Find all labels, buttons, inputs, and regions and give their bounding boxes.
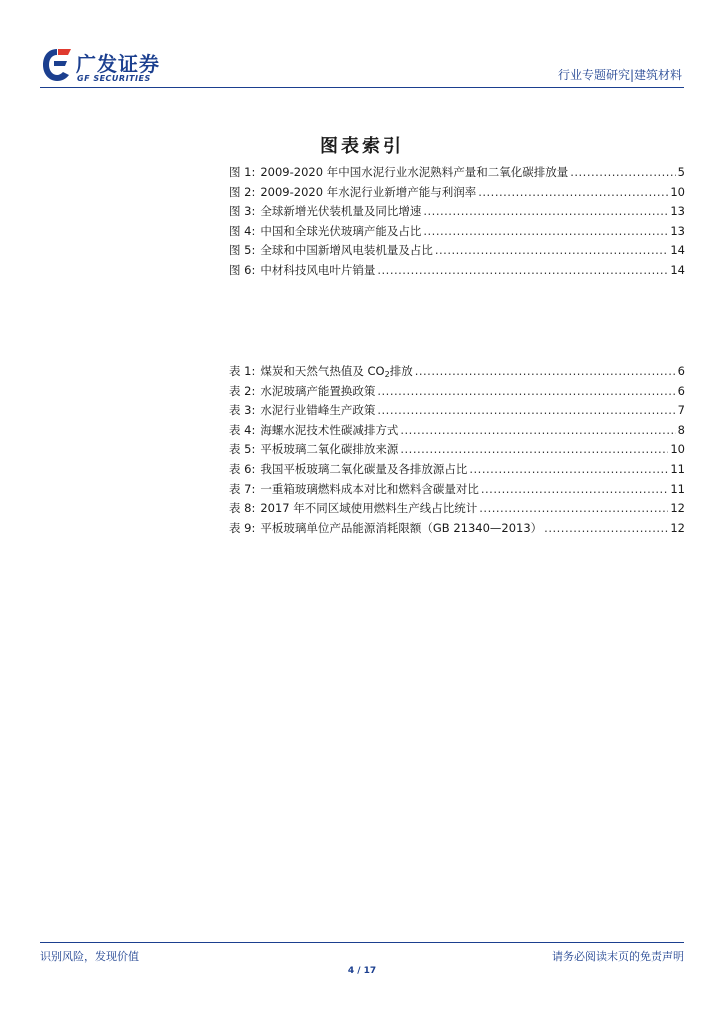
toc-text: 2017 年不同区域使用燃料生产线占比统计	[260, 501, 478, 516]
toc-text: 2009-2020 年水泥行业新增产能与利润率	[260, 184, 477, 199]
toc-leader-dots	[544, 519, 668, 539]
toc-page-number: 6	[677, 364, 685, 378]
footer-disclaimer-note[interactable]: 请务必阅读末页的免责声明	[552, 950, 684, 963]
toc-page-number: 11	[670, 481, 685, 496]
toc-row-table-4[interactable]	[229, 421, 685, 441]
gf-securities-logo	[40, 46, 190, 86]
toc-text: 平板玻璃二氧化碳排放来源	[260, 442, 399, 457]
toc-row-table-2[interactable]	[229, 382, 685, 402]
toc-text: 平板玻璃单位产品能源消耗限额（GB 21340—2013）	[260, 520, 543, 535]
toc-label: 表 5:	[229, 442, 256, 457]
toc-label: 表 7:	[229, 481, 256, 496]
page-title: 图表索引	[320, 136, 404, 157]
figure-index-list	[229, 163, 685, 281]
toc-page-number: 6	[677, 383, 685, 398]
toc-leader-dots	[377, 401, 675, 421]
toc-label: 表 3:	[229, 403, 256, 418]
toc-text: 水泥玻璃产能置换政策	[260, 383, 376, 398]
gf-logo-mark-icon	[40, 46, 74, 84]
toc-label: 表 2:	[229, 383, 256, 398]
toc-text: 2009-2020 年中国水泥行业水泥熟料产量和二氧化碳排放量	[260, 165, 569, 179]
toc-page-number: 5	[677, 165, 685, 179]
toc-leader-dots	[423, 202, 668, 222]
toc-leader-dots	[377, 382, 675, 402]
toc-page-number: 13	[670, 223, 685, 238]
toc-label: 表 4:	[229, 422, 256, 437]
toc-leader-dots	[435, 241, 669, 261]
toc-label: 表 9:	[229, 520, 256, 535]
toc-text: 全球新增光伏装机量及同比增速	[260, 204, 422, 219]
toc-leader-dots	[469, 460, 668, 480]
toc-leader-dots	[570, 163, 675, 183]
toc-leader-dots	[400, 421, 675, 441]
toc-page-number: 10	[670, 184, 685, 199]
toc-leader-dots	[479, 499, 668, 519]
toc-page-number: 7	[677, 403, 685, 418]
toc-row-table-3[interactable]	[229, 401, 685, 421]
toc-text: 一重箱玻璃燃料成本对比和燃料含碳量对比	[260, 481, 479, 496]
toc-leader-dots	[377, 261, 668, 281]
toc-row-figure-2[interactable]	[229, 183, 685, 203]
logo-english-name: GF SECURITIES	[77, 74, 151, 83]
toc-text: 海螺水泥技术性碳减排方式	[260, 422, 399, 437]
toc-text-part: 排放	[389, 364, 413, 378]
toc-leader-dots	[415, 362, 676, 382]
page-number: 4 / 17	[347, 966, 377, 976]
toc-label: 图 3:	[229, 204, 256, 219]
toc-text-part: 煤炭和天然气热值及 CO	[260, 364, 385, 378]
footer-slogan: 识别风险，发现价值	[40, 950, 139, 963]
logo-chinese-name: 广发证券	[76, 52, 160, 76]
toc-row-figure-1[interactable]	[229, 163, 685, 183]
page-header	[40, 44, 684, 88]
co2-subscript: 2	[384, 370, 390, 379]
toc-row-figure-3[interactable]	[229, 202, 685, 222]
toc-row-table-9[interactable]	[229, 519, 685, 539]
toc-text: 中材科技风电叶片销量	[260, 262, 376, 277]
toc-label: 图 2:	[229, 184, 256, 199]
toc-text: 全球和中国新增风电装机量及占比	[260, 243, 433, 258]
report-section-label: 行业专题研究|建筑材料	[557, 68, 682, 82]
toc-label: 表 1:	[229, 364, 256, 378]
toc-leader-dots	[400, 440, 668, 460]
toc-label: 表 8:	[229, 501, 256, 516]
toc-label: 图 5:	[229, 243, 256, 258]
footer-divider	[40, 942, 684, 943]
toc-row-table-7[interactable]	[229, 480, 685, 500]
toc-page-number: 14	[670, 262, 685, 277]
toc-text: 我国平板玻璃二氧化碳量及各排放源占比	[260, 461, 468, 476]
header-divider	[40, 87, 684, 88]
toc-page-number: 10	[670, 442, 685, 457]
toc-page-number: 8	[677, 422, 685, 437]
toc-row-table-6[interactable]	[229, 460, 685, 480]
toc-text: 水泥行业错峰生产政策	[260, 403, 376, 418]
toc-page-number: 12	[670, 501, 685, 516]
toc-row-figure-4[interactable]	[229, 222, 685, 242]
toc-label: 图 4:	[229, 223, 256, 238]
toc-label: 图 1:	[229, 165, 256, 179]
toc-page-number: 14	[670, 243, 685, 258]
toc-page-number: 12	[670, 520, 685, 535]
toc-label: 图 6:	[229, 262, 256, 277]
toc-row-figure-6[interactable]	[229, 261, 685, 281]
toc-page-number: 11	[670, 461, 685, 476]
toc-label: 表 6:	[229, 461, 256, 476]
toc-row-figure-5[interactable]	[229, 241, 685, 261]
toc-row-table-5[interactable]	[229, 440, 685, 460]
toc-row-table-8[interactable]	[229, 499, 685, 519]
toc-leader-dots	[478, 183, 668, 203]
toc-leader-dots	[423, 222, 668, 242]
toc-leader-dots	[481, 480, 669, 500]
toc-row-table-1[interactable]	[229, 362, 685, 382]
toc-page-number: 13	[670, 204, 685, 219]
toc-text: 中国和全球光伏玻璃产能及占比	[260, 223, 422, 238]
table-index-list	[229, 362, 685, 538]
